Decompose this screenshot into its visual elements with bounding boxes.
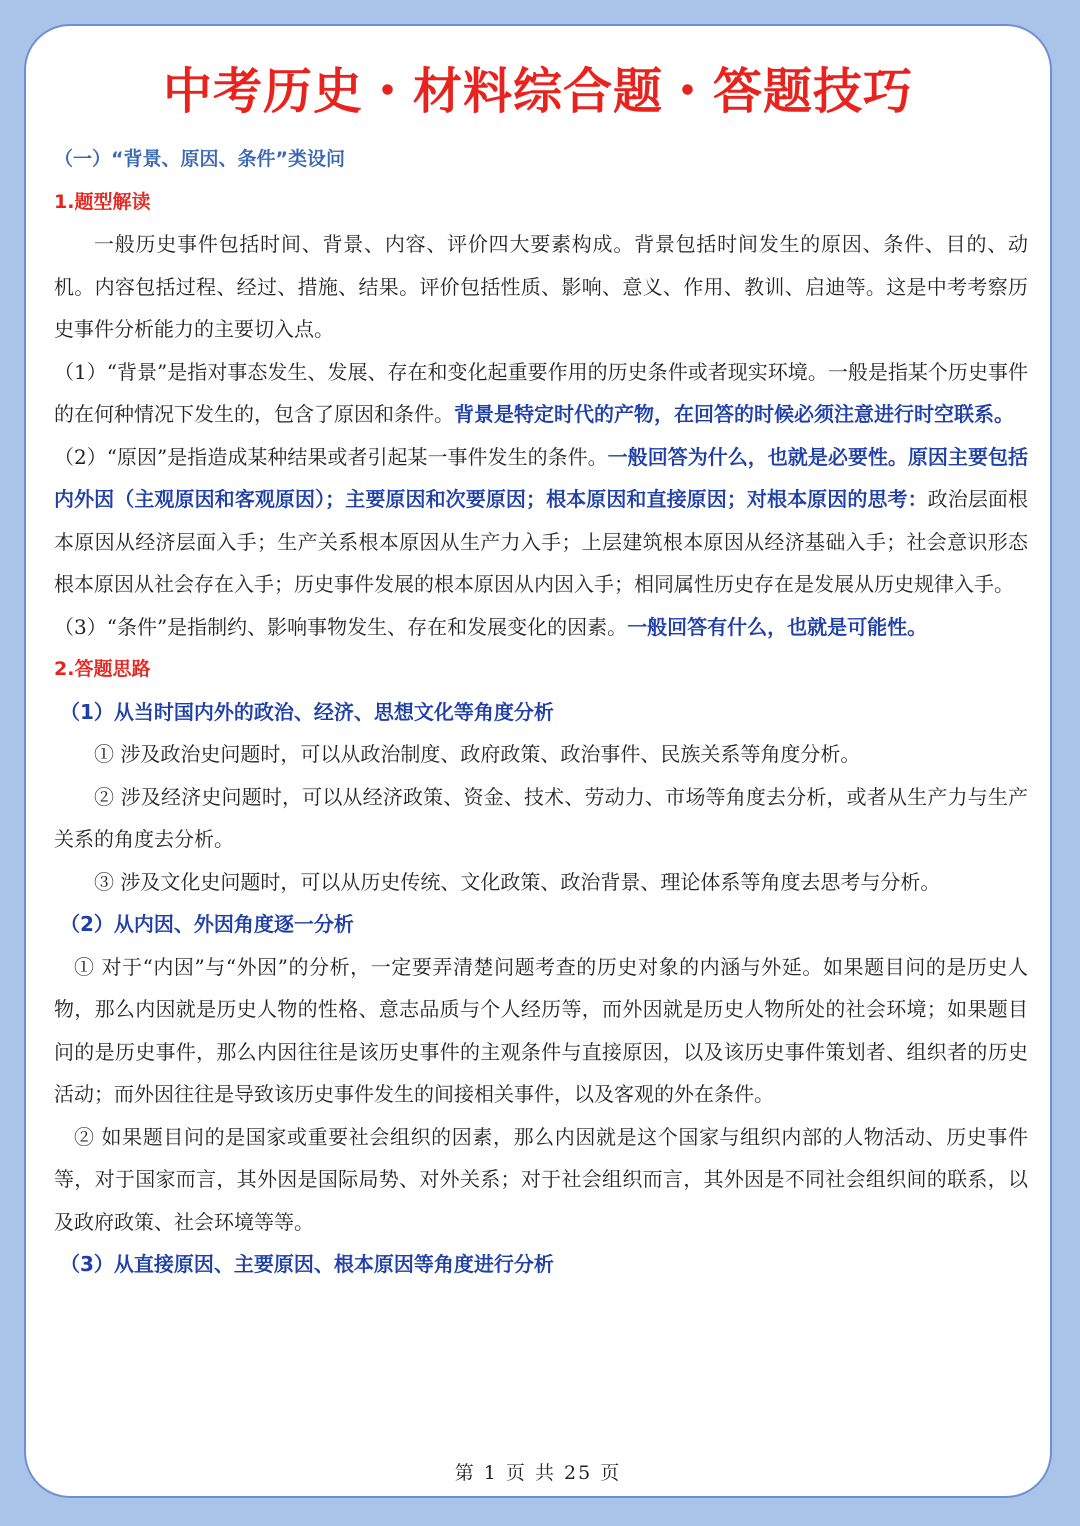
approach-heading-3: （3）从直接原因、主要原因、根本原因等角度进行分析 [60,1252,554,1276]
approach-item-economic: ② 涉及经济史问题时，可以从经济政策、资金、技术、劳动力、市场等角度去分析，或者从生产力与生产关系的角度去分析。 [54,784,1028,851]
cause-paragraph [54,436,1028,606]
approach-item-political: ① 涉及政治史问题时，可以从政治制度、政府政策、政治事件、民族关系等角度分析。 [94,742,861,766]
approach-item-cultural: ③ 涉及文化史问题时，可以从历史传统、文化政策、政治背景、理论体系等角度去思考与分析。 [94,869,941,894]
document-body [54,138,1028,1286]
cause-detail: 政治层面根本原因从经济层面入手；生产关系根本原因从生产力入手；上层建筑根本原因从经济基础入手；社会意识形态根本原因从社会存在入手；历史事件发展的根本原因从内因入手；相同属性历史存在是发展从历史规律入手。 [54,487,1029,596]
internal-external-paragraph-1: ① 对于“内因”与“外因”的分析，一定要弄清楚问题考查的历史对象的内涵与外延。如果题目问的是历史人物，那么内因就是历史人物的性格、意志品质与个人经历等，而外因就是历史人物所处的社会环境；如果题目问的是历史事件，那么内因往往是该历史事件的主观条件与直接原因，以及该历史事件策划者、组织者的历史活动；而外因往往是导致该历史事件发生的间接相关事件，以及客观的外在条件。 [54,954,1028,1106]
approach-heading-2: （2）从内因、外因角度逐一分析 [60,912,354,936]
background-text: （1）“背景”是指对事态发生、发展、存在和变化起重要作用的历史条件或者现实环境。一般是指某个历史事件的在何种情况下发生的，包含了原因和条件。 [54,359,1028,426]
subheading-answer-approach: 2.答题思路 [54,658,151,680]
background-emphasis: 背景是特定时代的产物，在回答的时候必须注意进行时空联系。 [454,402,1014,426]
cause-emphasis: 一般回答为什么，也就是必要性。原因主要包括内外因（主观原因和客观原因）；主要原因和次要原因；根本原因和直接原因；对根本原因的思考： [54,444,1028,511]
intro-paragraph: 一般历史事件包括时间、背景、内容、评价四大要素构成。背景包括时间发生的原因、条件、目的、动机。内容包括过程、经过、措施、结果。评价包括性质、影响、意义、作用、教训、启迪等。这是中考考察历史事件分析能力的主要切入点。 [54,232,1028,341]
condition-text: （3）“条件”是指制约、影响事物发生、存在和发展变化的因素。 [54,614,628,639]
internal-external-paragraph-2: ② 如果题目问的是国家或重要社会组织的因素，那么内因就是这个国家与组织内部的人物活动、历史事件等，对于国家而言，其外因是国际局势、对外关系；对于社会组织而言，其外因是不同社会组织间的联系，以及政府政策、社会环境等等。 [54,1124,1028,1234]
page-number: 第 1 页 共 25 页 [454,1462,622,1484]
condition-emphasis: 一般回答有什么，也就是可能性。 [627,614,928,639]
approach-heading-1: （1）从当时国内外的政治、经济、思想文化等角度分析 [60,699,554,724]
page-title: 中考历史・材料综合题・答题技巧 [162,63,913,120]
condition-paragraph [54,606,1028,649]
section-heading: （一）“背景、原因、条件”类设问 [54,148,345,170]
background-paragraph [54,351,1028,436]
document-page [24,24,1052,1498]
subheading-question-type: 1.题型解读 [54,190,151,213]
cause-text: （2）“原因”是指造成某种结果或者引起某一事件发生的条件。 [54,444,608,469]
